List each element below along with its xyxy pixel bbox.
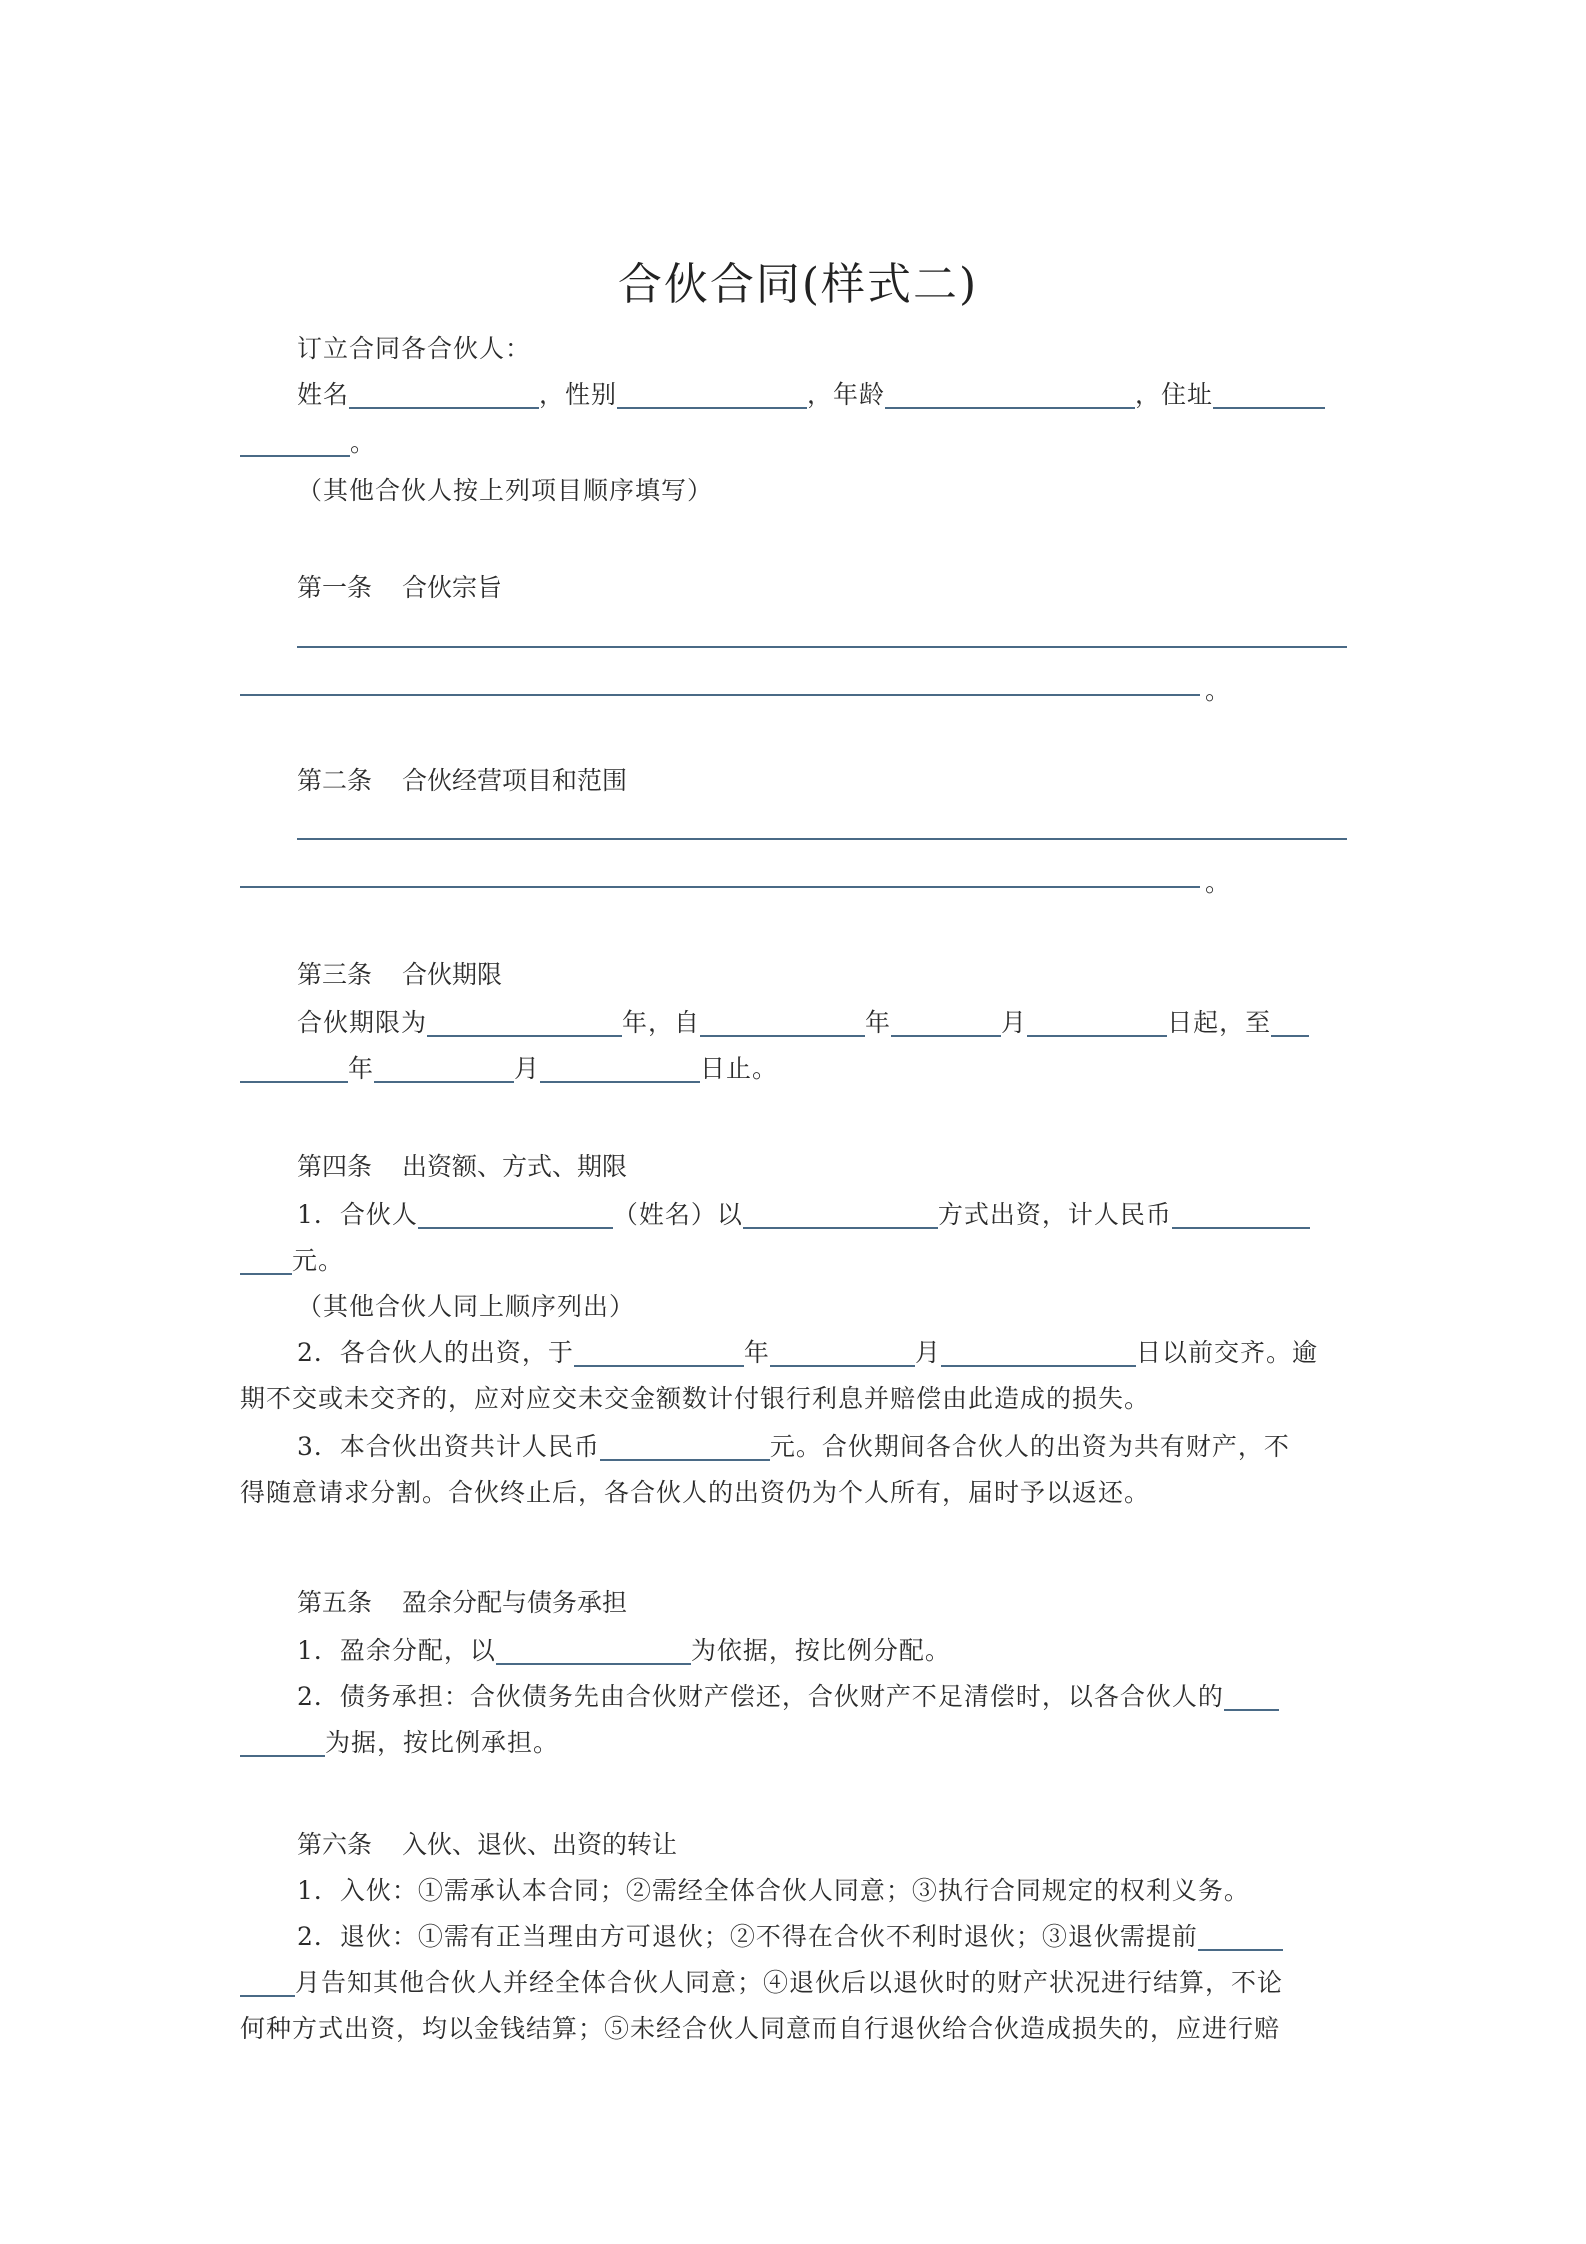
text: 元。 — [292, 1246, 345, 1275]
period: 。 — [350, 428, 377, 457]
term-years-blank[interactable] — [427, 1005, 622, 1037]
end-day-blank[interactable] — [540, 1051, 700, 1083]
text: 日止。 — [700, 1054, 779, 1083]
article-4-item-3 — [240, 1424, 1413, 1470]
text: 日以前交齐。逾 — [1135, 1338, 1318, 1367]
debt-basis-blank-cont[interactable] — [240, 1725, 325, 1757]
article-5-item-2 — [240, 1674, 1413, 1720]
article-number: 第六条 — [297, 1830, 373, 1859]
contribution-method-blank[interactable] — [743, 1197, 938, 1229]
article-6-item-2-cont-2: 何种方式出资，均以金钱结算；⑤未经合伙人同意而自行退伙给合伙造成损失的，应进行赔 — [240, 2014, 1281, 2043]
partner-info-line — [240, 372, 1413, 418]
article-number: 第四条 — [297, 1152, 373, 1181]
article-6-item-2 — [240, 1914, 1413, 1960]
text: 为据，按比例承担。 — [325, 1728, 560, 1757]
article-6-item-2-cont-1 — [240, 1960, 1356, 2006]
article-3-line-2 — [240, 1046, 1356, 1092]
article-4-item-1 — [240, 1192, 1413, 1238]
article-number: 第三条 — [297, 960, 373, 989]
text: 为依据，按比例分配。 — [690, 1636, 951, 1665]
article-1-blank-line-2[interactable] — [240, 694, 1200, 696]
document-title: 合伙合同(样式二) — [617, 259, 979, 310]
notice-months-blank-cont[interactable] — [240, 1965, 295, 1997]
total-contribution-blank[interactable] — [600, 1429, 770, 1461]
article-3-heading — [240, 952, 1413, 998]
gender-blank[interactable] — [617, 377, 807, 409]
article-5-item-1 — [240, 1628, 1413, 1674]
text: 2．债务承担：合伙债务先由合伙财产偿还，合伙财产不足清偿时，以各合伙人的 — [297, 1682, 1224, 1711]
end-year-blank-cont[interactable] — [240, 1051, 348, 1083]
article-4-item-2 — [240, 1330, 1413, 1376]
text: 2．各合伙人的出资，于 — [297, 1338, 574, 1367]
text: 年 — [743, 1338, 770, 1367]
text: 月 — [514, 1054, 541, 1083]
contribution-amount-blank[interactable] — [1172, 1197, 1310, 1229]
intro-note: （其他合伙人按上列项目顺序填写） — [297, 476, 714, 505]
name-blank[interactable] — [349, 377, 539, 409]
notice-months-blank[interactable] — [1198, 1919, 1283, 1951]
article-4-heading — [240, 1144, 1413, 1190]
text: （姓名）以 — [612, 1200, 743, 1229]
start-day-blank[interactable] — [1027, 1005, 1167, 1037]
deadline-month-blank[interactable] — [770, 1335, 915, 1367]
address-continuation-line — [240, 420, 1356, 466]
article-5-item-2-cont — [240, 1720, 1356, 1766]
start-year-blank[interactable] — [700, 1005, 865, 1037]
contribution-amount-blank-cont[interactable] — [240, 1243, 292, 1275]
article-title: 入伙、退伙、出资的转让 — [402, 1830, 678, 1859]
text: 月 — [914, 1338, 941, 1367]
article-2-end: 。 — [1205, 868, 1232, 897]
text: 年 — [348, 1054, 375, 1083]
article-1-end: 。 — [1205, 676, 1232, 705]
age-blank[interactable] — [885, 377, 1135, 409]
address-blank-cont[interactable] — [240, 425, 350, 457]
text: 1．合伙人 — [297, 1200, 418, 1229]
article-title: 出资额、方式、期限 — [402, 1152, 628, 1181]
article-4-item-2-cont: 期不交或未交齐的，应对应交未交金额数计付银行利息并赔偿由此造成的损失。 — [240, 1384, 1151, 1413]
start-month-blank[interactable] — [891, 1005, 1001, 1037]
article-2-heading — [240, 758, 1413, 804]
name-label: 姓名 — [297, 380, 350, 409]
intro-heading: 订立合同各合伙人： — [297, 334, 532, 363]
address-label: ，住址 — [1135, 380, 1214, 409]
article-title: 合伙期限 — [402, 960, 503, 989]
article-4-item-1-cont — [240, 1238, 1356, 1284]
article-1-heading — [240, 565, 1413, 611]
article-2-blank-line-2[interactable] — [240, 886, 1200, 888]
article-5-heading — [240, 1580, 1413, 1626]
article-2-blank-line-1[interactable] — [297, 838, 1347, 840]
text: 日起，至 — [1167, 1008, 1272, 1037]
text: 月 — [1001, 1008, 1028, 1037]
text: 1．盈余分配，以 — [297, 1636, 496, 1665]
article-number: 第五条 — [297, 1588, 373, 1617]
text: 元。合伙期间各合伙人的出资为共有财产，不 — [769, 1432, 1290, 1461]
end-year-blank[interactable] — [1271, 1005, 1309, 1037]
article-4-note: （其他合伙人同上顺序列出） — [297, 1292, 636, 1321]
text: 月告知其他合伙人并经全体合伙人同意；④退伙后以退伙时的财产状况进行结算，不论 — [295, 1968, 1284, 1997]
article-title: 合伙宗旨 — [402, 573, 503, 602]
end-month-blank[interactable] — [374, 1051, 514, 1083]
text: 年，自 — [622, 1008, 701, 1037]
article-4-item-3-cont: 得随意请求分割。合伙终止后，各合伙人的出资仍为个人所有，届时予以返还。 — [240, 1478, 1151, 1507]
article-6-item-1: 1．入伙：①需承认本合同；②需经全体合伙人同意；③执行合同规定的权利义务。 — [297, 1876, 1250, 1905]
article-6-heading — [240, 1822, 1413, 1868]
debt-basis-blank[interactable] — [1224, 1679, 1279, 1711]
text: 合伙期限为 — [297, 1008, 428, 1037]
gender-label: ，性别 — [539, 380, 618, 409]
article-1-blank-line-1[interactable] — [297, 646, 1347, 648]
partner-name-blank[interactable] — [418, 1197, 613, 1229]
address-blank[interactable] — [1213, 377, 1325, 409]
age-label: ，年龄 — [807, 380, 886, 409]
profit-basis-blank[interactable] — [496, 1633, 691, 1665]
text: 年 — [865, 1008, 892, 1037]
article-title: 盈余分配与债务承担 — [402, 1588, 628, 1617]
deadline-year-blank[interactable] — [574, 1335, 744, 1367]
deadline-day-blank[interactable] — [941, 1335, 1136, 1367]
text: 3．本合伙出资共计人民币 — [297, 1432, 600, 1461]
text: 方式出资，计人民币 — [937, 1200, 1172, 1229]
article-title: 合伙经营项目和范围 — [402, 766, 628, 795]
article-number: 第二条 — [297, 766, 373, 795]
article-number: 第一条 — [297, 573, 373, 602]
text: 2．退伙：①需有正当理由方可退伙；②不得在合伙不利时退伙；③退伙需提前 — [297, 1922, 1198, 1951]
article-3-line-1 — [240, 1000, 1413, 1046]
